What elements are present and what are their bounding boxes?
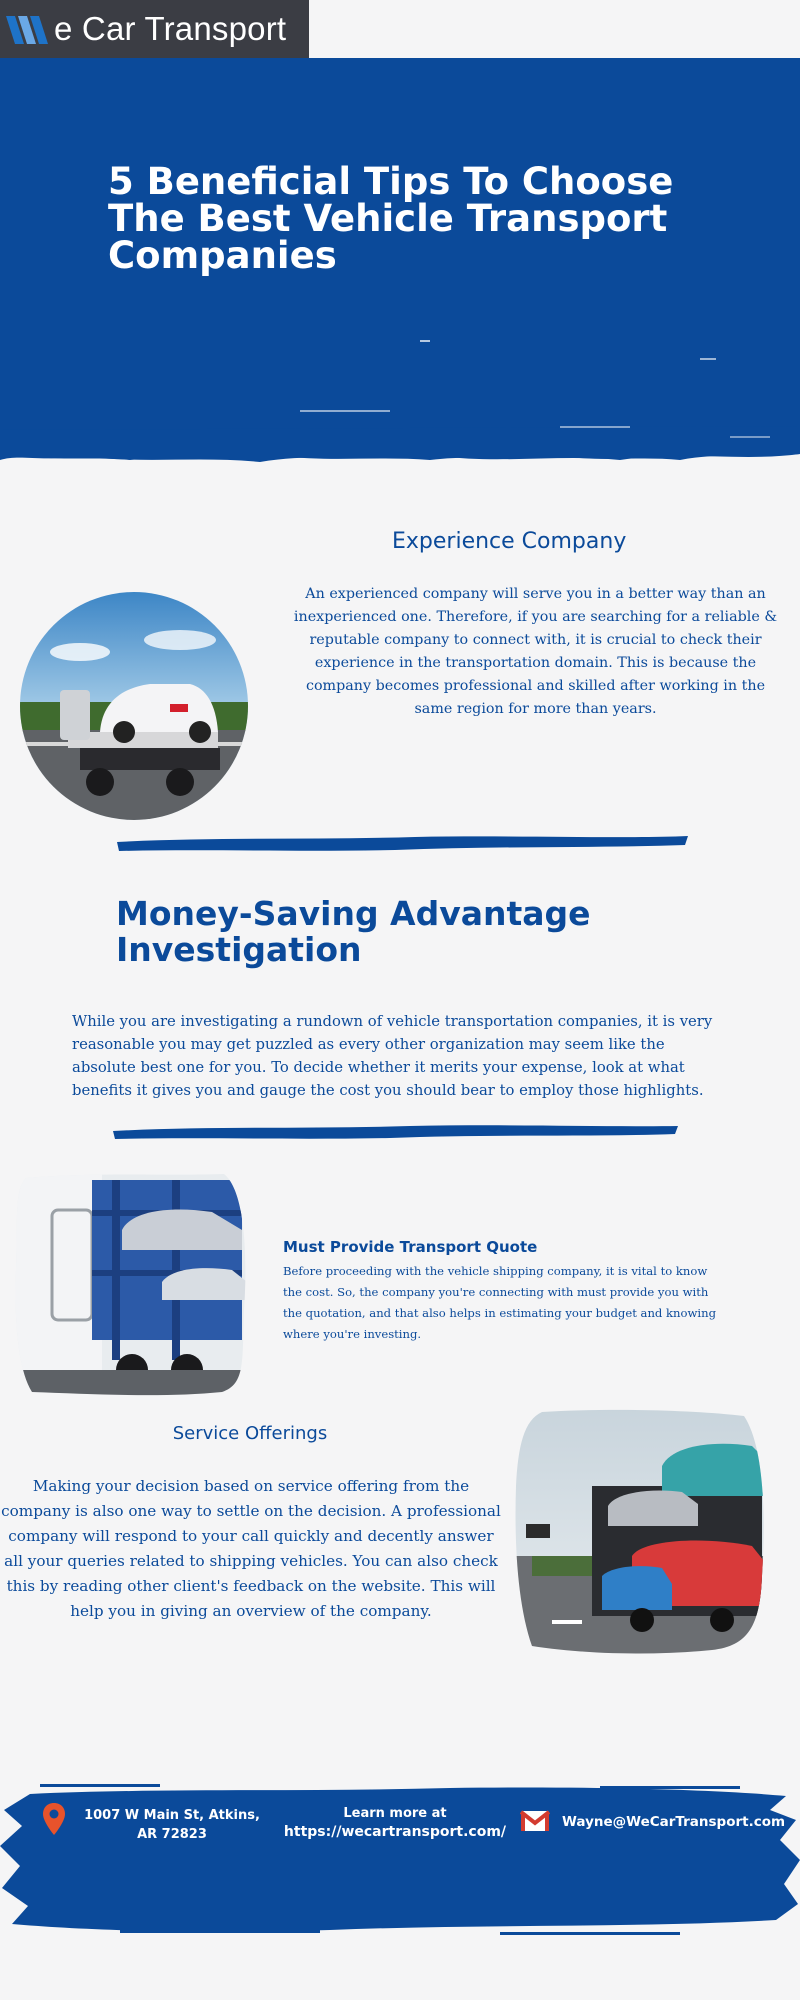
brush-divider bbox=[110, 1122, 680, 1142]
hero-title-line: Companies bbox=[108, 234, 337, 277]
car-carrier-trailer-photo bbox=[12, 1170, 247, 1398]
we-car-transport-logo bbox=[0, 0, 58, 58]
experience-body: An experienced company will serve you in a better way than an inexperienced one. Therefore, if you are searching for a reliable & reputable company to connect with, it is crucial to check their experience in the transportation domain. This is because the company becomes professional and skilled after working in the same region for more than years. bbox=[293, 586, 778, 717]
quote-title: Must Provide Transport Quote bbox=[283, 1238, 538, 1256]
location-pin-icon bbox=[42, 1802, 66, 1841]
site-logo[interactable] bbox=[0, 0, 309, 58]
money-title-line: Investigation bbox=[116, 930, 362, 969]
hero-title-line: 5 Beneficial Tips To Choose bbox=[108, 160, 674, 203]
footer-address: 1007 W Main St, Atkins, AR 72823 bbox=[84, 1808, 260, 1842]
money-title bbox=[116, 896, 676, 968]
service-body: Making your decision based on service offering from the company is also one way to settle on the decision. A professional company will respond to your call quickly and decently answer all your queries related to shipping vehicles. You can also check this by reading other client's feedback on the website. This will help you in giving an overview of the company. bbox=[1, 1477, 501, 1620]
brush-divider bbox=[115, 834, 690, 854]
hero-title-line: The Best Vehicle Transport bbox=[108, 197, 668, 240]
money-title-line: Money-Saving Advantage bbox=[116, 894, 591, 933]
logo-text: e Car Transport bbox=[54, 10, 287, 47]
service-title: Service Offerings bbox=[172, 1423, 328, 1444]
car-carrier-highway-photo bbox=[512, 1406, 768, 1656]
learn-more-label: Learn more at bbox=[343, 1806, 447, 1821]
footer-email[interactable]: Wayne@WeCarTransport.com bbox=[562, 1814, 786, 1830]
money-body: While you are investigating a rundown of vehicle transportation companies, it is very reasonable you may get puzzled as every other organization may seem like the absolute best one for you. To decide whether it merits your expense, look at what benefits it gives you and gauge the cost you should bear to employ those highlights. bbox=[72, 1013, 713, 1099]
car-on-tow-truck-photo bbox=[20, 592, 248, 820]
hero-title bbox=[108, 160, 688, 277]
experience-title: Experience Company bbox=[392, 529, 627, 554]
footer-learn-more bbox=[270, 1804, 520, 1842]
quote-body: Before proceeding with the vehicle shipping company, it is vital to know the cost. So, the company you're connecting with must provide you with the quotation, and that also helps in estimating your budget and knowing where you're investing. bbox=[283, 1264, 717, 1341]
website-link[interactable]: https://wecartransport.com/ bbox=[283, 1824, 507, 1840]
mail-icon bbox=[520, 1810, 550, 1837]
